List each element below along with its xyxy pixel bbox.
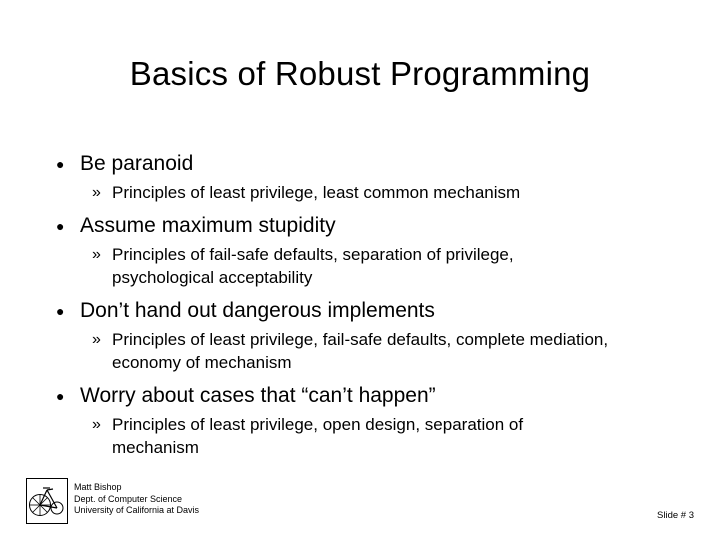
- bullet-level1: [52, 150, 672, 178]
- bullet-level2: [92, 243, 672, 289]
- bullet-block: [52, 212, 672, 289]
- bullet-level2-text: Principles of least privilege, fail-safe defaults, complete mediation, economy of mechanism: [112, 330, 609, 372]
- bullet-block: [52, 150, 672, 204]
- author-block: [74, 482, 199, 517]
- page-title: Basics of Robust Programming: [129, 55, 591, 92]
- bullet-level1: [52, 212, 672, 240]
- sub-bullet-marker-icon: »: [92, 246, 101, 263]
- bullet-level2: [92, 181, 672, 204]
- bullet-list: [52, 150, 672, 467]
- sub-bullet-marker-icon: »: [92, 331, 101, 348]
- bullet-marker-icon: ●: [56, 303, 65, 319]
- bullet-level2-text: Principles of fail-safe defaults, separation of privilege, psychological acceptability: [112, 245, 514, 287]
- bullet-marker-icon: ●: [56, 218, 65, 234]
- slide-number: Slide # 3: [657, 510, 694, 521]
- bicycle-logo-icon: [26, 478, 68, 524]
- bullet-block: [52, 297, 672, 374]
- sub-bullet-marker-icon: »: [92, 416, 101, 433]
- bullet-marker-icon: ●: [56, 156, 65, 172]
- sub-bullet-marker-icon: »: [92, 184, 101, 201]
- bullet-level1-text: Assume maximum stupidity: [80, 214, 336, 237]
- bullet-level2-text: Principles of least privilege, least common mechanism: [112, 183, 521, 202]
- bullet-level1: [52, 382, 672, 410]
- bullet-marker-icon: ●: [56, 388, 65, 404]
- bullet-level2-text: Principles of least privilege, open design, separation of mechanism: [112, 415, 524, 457]
- slide-footer: [26, 478, 694, 528]
- author-name: Matt Bishop: [74, 482, 122, 492]
- bullet-level1-text: Don’t hand out dangerous implements: [80, 299, 435, 322]
- bullet-block: [52, 382, 672, 459]
- bullet-level2: [92, 328, 672, 374]
- author-university: University of California at Davis: [74, 505, 200, 515]
- bullet-level2: [92, 413, 672, 459]
- bullet-level1-text: Be paranoid: [80, 152, 194, 175]
- bullet-level1-text: Worry about cases that “can’t happen”: [80, 384, 436, 407]
- bullet-level1: [52, 297, 672, 325]
- author-department: Dept. of Computer Science: [74, 493, 183, 504]
